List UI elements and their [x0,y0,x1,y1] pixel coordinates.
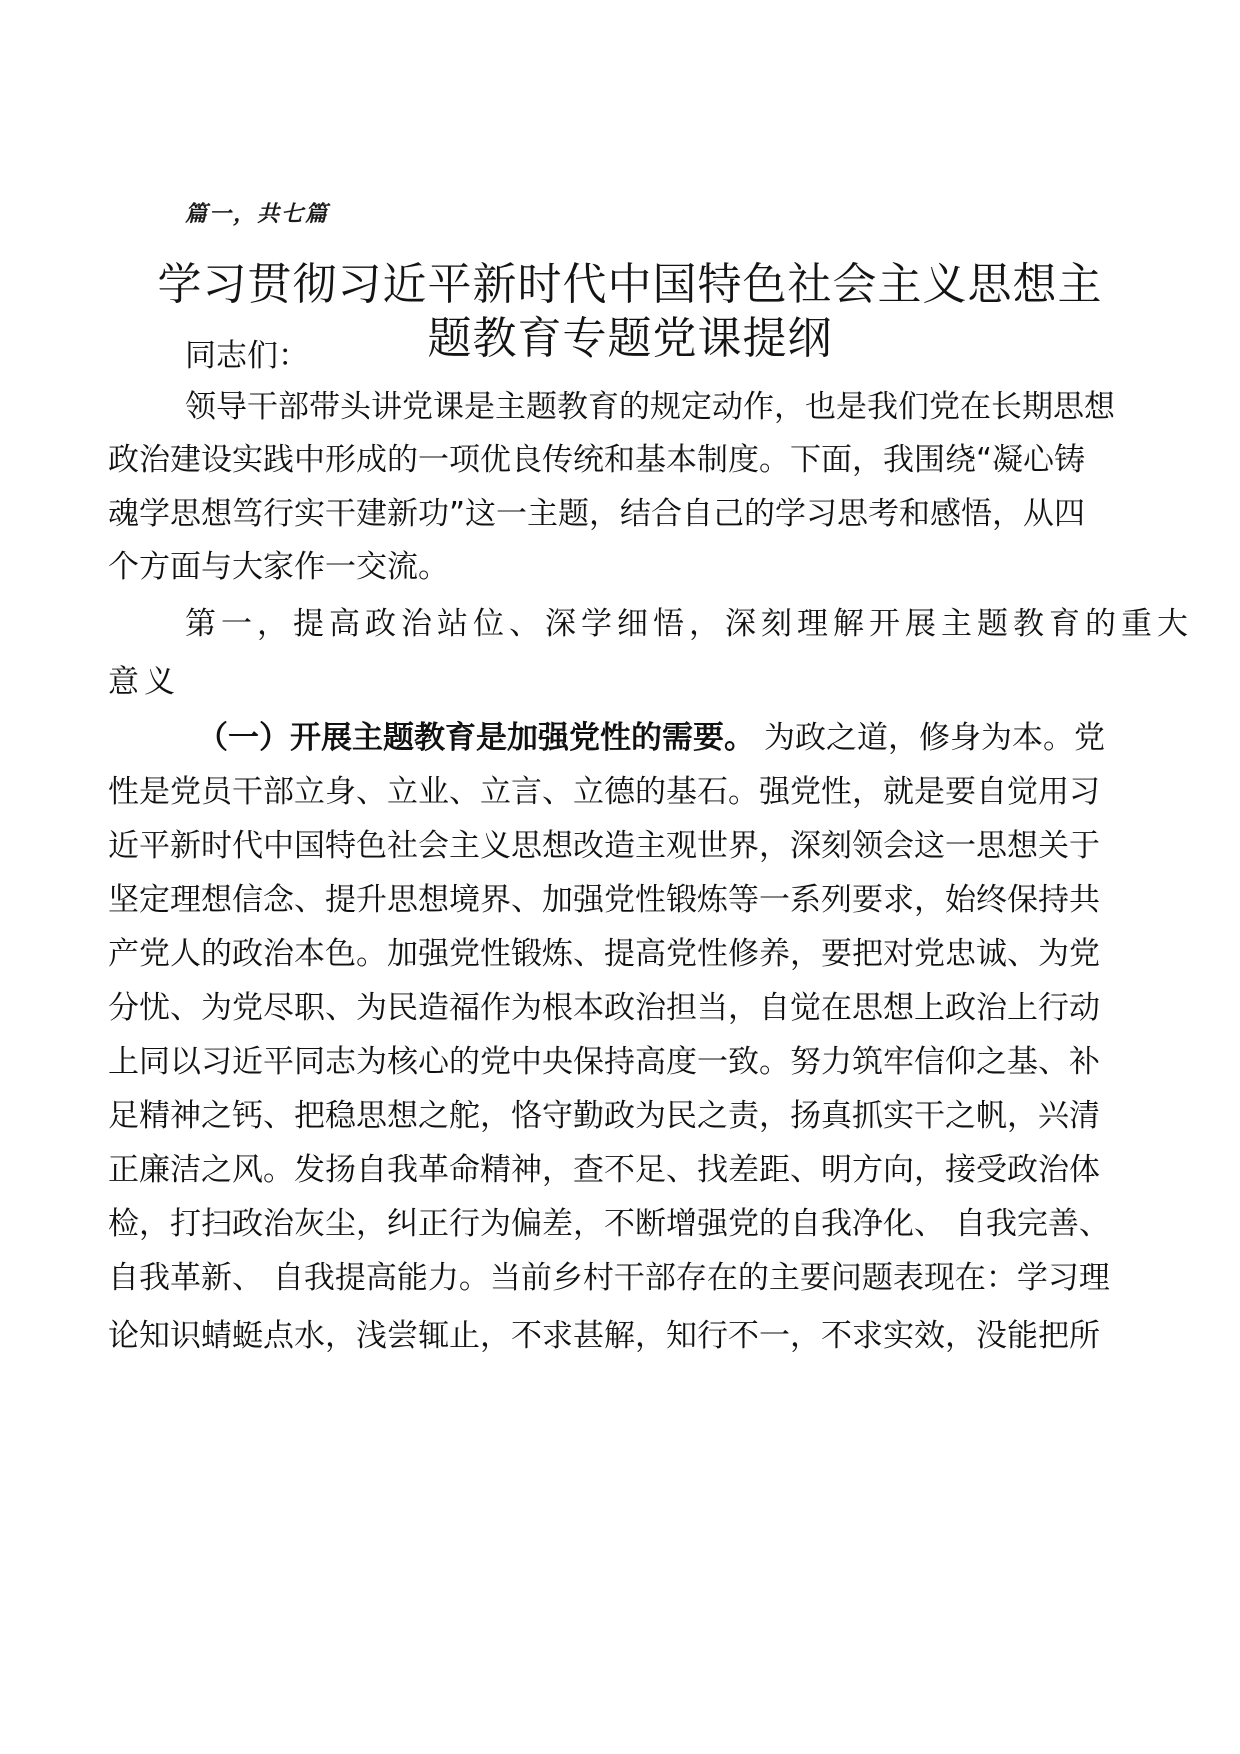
subsection-heading: （一）开展主题教育是加强党性的需要。 [197,720,755,756]
intro-line: 政治建设实践中形成的一项优良传统和基本制度。下面，我围绕“凝心铸 [108,442,1086,478]
intro-line: 领导干部带头讲党课是主题教育的规定动作，也是我们党在长期思想 [185,389,1115,425]
paragraph-line: 足精神之钙、把稳思想之舵，恪守勤政为民之责，扬真抓实干之帆，兴清 [108,1098,1100,1134]
salutation: 同志们： [185,338,309,374]
series-label: 篇一，共七篇 [185,201,330,227]
title-line-1: 学习贯彻习近平新时代中国特色社会主义思想主 [157,259,1103,310]
paragraph-line: 分忧、为党尽职、为民造福作为根本政治担当，自觉在思想上政治上行动 [108,990,1100,1026]
paragraph-line: 论知识蜻蜓点水，浅尝辄止，不求甚解，知行不一，不求实效，没能把所 [108,1318,1100,1354]
intro-line: 魂学思想笃行实干建新功”这一主题，结合自己的学习思考和感悟，从四 [108,496,1086,532]
intro-line: 个方面与大家作一交流。 [108,549,449,585]
paragraph-line: 为政之道，修身为本。党 [764,720,1105,756]
paragraph-line: 近平新时代中国特色社会主义思想改造主观世界，深刻领会这一思想关于 [108,828,1100,864]
title-line-2: 题教育专题党课提纲 [427,313,833,364]
paragraph-line: 坚定理想信念、提升思想境界、加强党性锻炼等一系列要求，始终保持共 [108,882,1100,918]
paragraph-line: 正廉洁之风。发扬自我革命精神，查不足、找差距、明方向，接受政治体 [108,1152,1100,1188]
section-heading-line: 意义 [108,664,180,700]
paragraph-line: 性是党员干部立身、立业、立言、立德的基石。强党性，就是要自觉用习 [108,774,1100,810]
paragraph-line: 检，打扫政治灰尘，纠正行为偏差，不断增强党的自我净化、 自我完善、 [108,1206,1110,1242]
section-heading-line: 第一，提高政治站位、深学细悟，深刻理解开展主题教育的重大 [185,606,1193,642]
paragraph-line: 上同以习近平同志为核心的党中央保持高度一致。努力筑牢信仰之基、补 [108,1044,1100,1080]
paragraph-line: 自我革新、 自我提高能力。当前乡村干部存在的主要问题表现在：学习理 [108,1260,1110,1296]
paragraph-line: 产党人的政治本色。加强党性锻炼、提高党性修养，要把对党忠诚、为党 [108,936,1100,972]
